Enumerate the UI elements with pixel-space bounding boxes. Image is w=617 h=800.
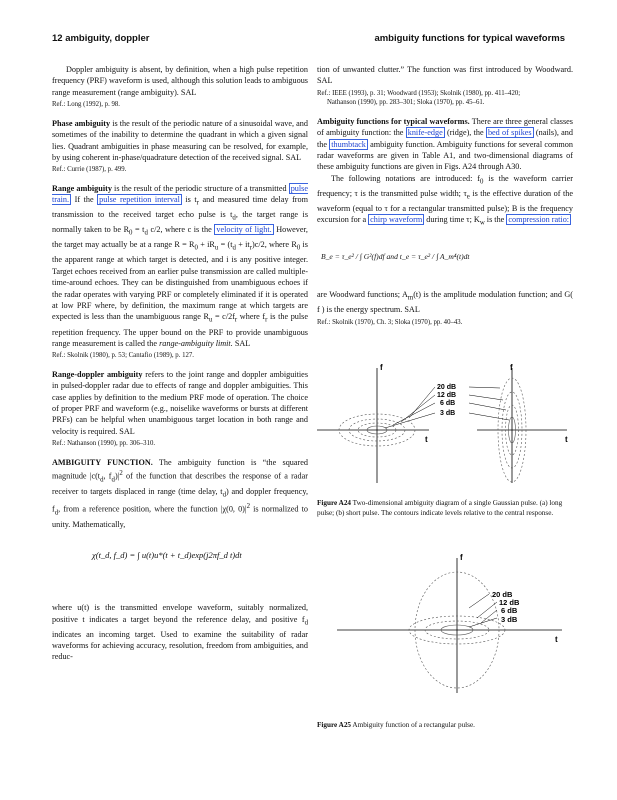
- left-column: [52, 64, 308, 663]
- level-label: 12 dB: [437, 392, 457, 399]
- equation-text: B_e = τ_e² / ∫ G²(f)df and t_e = τ_e² / ∫ A_m⁴(t)dt: [321, 252, 470, 262]
- paragraph-doppler-ambiguity: Doppler ambiguity is absent, by definition, when a high pulse repetition frequency (PRF) waveform is used, although this solution leads to ambiguous range measurement (range ambiguity). SAL: [52, 65, 308, 97]
- link-bed-of-spikes[interactable]: bed of spikes: [487, 128, 532, 138]
- reference: Ref.: Skolnik (1970), Ch. 3; Sloka (1970), pp. 40–43.: [317, 318, 463, 326]
- reference: Nathanson (1990), pp. 283–301; Sloka (1970), pp. 45–61.: [327, 99, 485, 107]
- term-ambiguity-functions-typical: Ambiguity functions for typical waveforms.: [317, 116, 470, 126]
- text: = c/2f: [212, 312, 235, 322]
- paragraph-woodward-functions: [317, 289, 573, 315]
- leader-line: [409, 387, 435, 418]
- text: (t) is the amplitude modulation function; and G( f ) is the energy spectrum. SAL: [317, 290, 573, 315]
- term-range-doppler-ambiguity: Range-doppler ambiguity: [52, 369, 143, 379]
- subscript: m: [407, 295, 414, 303]
- link-pulse-train[interactable]: pulse train.: [52, 183, 308, 205]
- leader-line: [385, 413, 435, 428]
- link-knife-edge[interactable]: knife-edge: [407, 128, 443, 138]
- text: is the waveform carrier frequency; τ is the transmitted pulse width; τ: [317, 173, 573, 198]
- running-header-right: ambiguity functions for typical waveforms: [374, 33, 565, 44]
- caption-label: Figure A25: [317, 721, 352, 729]
- text: )|: [114, 471, 120, 481]
- figure-a24-caption: [317, 499, 577, 518]
- text: If the: [71, 195, 98, 205]
- text: ) and doppler frequency, f: [52, 486, 308, 514]
- term-phase-ambiguity: Phase ambiguity: [52, 118, 111, 128]
- link-pulse-repetition-interval[interactable]: pulse repetition interval: [99, 195, 180, 205]
- equation-woodward: [317, 239, 573, 279]
- subscript: 0: [480, 178, 484, 186]
- text: during time τ; K: [424, 215, 480, 225]
- leader-line: [469, 594, 489, 608]
- figure-a24-diagram: [317, 358, 577, 488]
- text: where f: [237, 312, 266, 322]
- link-velocity-of-light[interactable]: velocity of light.: [216, 225, 272, 235]
- text: ambiguity function. Ambiguity functions for several common radar waveforms are given in Table A1, and two-dimensional diagrams of these ambiguity functions are given in Figs. A24 through A30.: [317, 139, 573, 172]
- reference: Ref.: Long (1992), p. 98.: [52, 101, 120, 109]
- level-label: 6 dB: [440, 400, 456, 407]
- text: The ambiguity function is “the squared magnitude |c(t: [52, 457, 308, 481]
- figure-a25: [317, 548, 577, 748]
- subscript: d: [232, 245, 236, 253]
- figure-a24: [317, 358, 577, 528]
- leader-line: [469, 387, 500, 388]
- subscript: r: [265, 317, 268, 325]
- text: of the function that describes the response of a radar receiver to targets displaced in range (time delay, t: [52, 471, 308, 496]
- equation-ambiguity-function: [52, 540, 308, 592]
- subscript: d: [304, 619, 308, 627]
- leader-line: [393, 403, 435, 425]
- text: c/2, where c is the: [147, 225, 215, 235]
- text: + iR: [197, 240, 215, 250]
- subscript: d: [144, 229, 148, 237]
- paragraph-range-ambiguity: [52, 183, 308, 349]
- term-range-ambiguity-limit: range-ambiguity limit.: [159, 338, 233, 348]
- paragraph-phase-ambiguity: [52, 118, 308, 164]
- subscript: u: [208, 317, 213, 325]
- paragraph-typical-waveforms: [317, 116, 573, 173]
- level-label: 12 dB: [499, 598, 520, 607]
- reference: Ref.: Nathanson (1990), pp. 306–310.: [52, 440, 156, 448]
- paragraph-range-doppler-ambiguity: [52, 369, 308, 437]
- text: , the target range is normally taken to be R: [52, 210, 309, 235]
- leader-line: [477, 602, 497, 618]
- level-label: 3 dB: [501, 615, 518, 624]
- text: is the effective duration of the waveform (equal to τ for a rectangular transmitted pulse); B is the frequency excursion for a: [317, 188, 573, 225]
- equation-text: χ(t_d, f_d) = ∫ u(t)u*(t + t_d)exp(j2πf_d t)dt: [92, 550, 242, 561]
- subscript: r: [234, 317, 238, 325]
- text: , from a reference position, where the function |χ(0, 0)|: [58, 504, 247, 514]
- text: is the: [484, 215, 507, 225]
- reference: Ref.: IEEE (1993), p. 31; Woodward (1953); Skolnik (1980), pp. 411–420;: [317, 89, 521, 97]
- axis-label-f: f: [460, 553, 463, 562]
- subscript: d: [100, 476, 104, 484]
- text: The following notations are introduced: f: [331, 173, 481, 183]
- term-ambiguity-function: AMBIGUITY FUNCTION.: [52, 457, 153, 467]
- caption-text: Two-dimensional ambiguity diagram of a single Gaussian pulse. (a) long pulse; (b) short pulse. The contours indicate levels relative to the central response.: [317, 499, 563, 517]
- text: There are three general classes of ambiguity function: the: [317, 116, 573, 138]
- level-label: 20 dB: [492, 590, 513, 599]
- subscript: r: [249, 245, 252, 253]
- subscript: d: [222, 491, 226, 499]
- paragraph-ambiguity-definition: [52, 602, 308, 663]
- subscript: d: [54, 509, 59, 517]
- figure-a25-caption: [317, 721, 577, 731]
- text: where u(t) is the transmitted envelope waveform, suitably normalized, positive t indicates a target beyond the reference delay, and positive f: [52, 603, 308, 624]
- subscript: u: [214, 245, 219, 253]
- reference: Ref.: Skolnik (1980), p. 53; Cantafio (1989), p. 127.: [52, 352, 194, 360]
- axis-label-t: t: [425, 435, 428, 444]
- superscript: 2: [119, 470, 123, 478]
- text: indicates an incoming target. Used to examine the suitability of radar waveforms for achieving accuracy, resolution, freedom from ambiguities, and reduc-: [52, 629, 308, 662]
- text: SAL: [232, 338, 251, 348]
- subscript: 0: [296, 245, 301, 253]
- term-range-ambiguity: Range ambiguity: [52, 183, 112, 193]
- caption-text: Ambiguity function of a rectangular pulse.: [351, 721, 475, 729]
- subscript: d: [232, 214, 236, 222]
- leader-line: [469, 395, 503, 400]
- level-label: 3 dB: [440, 410, 456, 417]
- subscript: e: [466, 193, 470, 201]
- text: is normalized to unity. Mathematically,: [52, 504, 308, 529]
- link-chirp-waveform[interactable]: chirp waveform: [370, 215, 423, 225]
- text: is t: [181, 195, 197, 205]
- right-column: [317, 64, 573, 335]
- reference: Ref.: Currie (1987), p. 499.: [52, 166, 127, 174]
- text: is the result of the periodic nature of a sinusoidal wave, and sometimes of the inability to determine the quadrant in which a given signal lies. Quadrant ambiguities in phase measuring can be resolved, for example, by using coherent in-phase/quadrature detection of the received signal. SAL: [52, 118, 308, 162]
- link-compression-ratio[interactable]: compression ratio:: [508, 215, 570, 225]
- text: + it: [235, 240, 250, 250]
- paragraph-continuation: tion of unwanted clutter.” The function was first introduced by Woodward. SAL: [317, 65, 573, 86]
- text: )c/2, where R: [251, 240, 297, 250]
- subscript: 0: [194, 245, 198, 253]
- text: (ridge), the: [444, 128, 486, 138]
- axis-label-f: f: [510, 363, 513, 372]
- paragraph-notations: [317, 173, 573, 230]
- leader-line: [469, 403, 506, 410]
- text: (nails), and the: [317, 128, 573, 149]
- text: is the pulse repetition frequency. The upper bound on the PRF to provide unambiguous range measurement is called the: [52, 312, 308, 348]
- subscript: 0: [129, 229, 133, 237]
- text: = t: [132, 225, 145, 235]
- text: = (t: [218, 240, 233, 250]
- superscript: 2: [246, 503, 250, 510]
- text: However, the target may actually be at a range R = R: [52, 225, 308, 250]
- subscript: r: [196, 199, 199, 207]
- level-label: 20 dB: [437, 384, 457, 391]
- level-label: 6 dB: [501, 606, 518, 615]
- leader-line: [481, 610, 497, 623]
- axis-label-t: t: [565, 435, 568, 444]
- caption-label: Figure A24: [317, 499, 352, 507]
- text: are Woodward functions; A: [317, 290, 408, 300]
- text: refers to the joint range and doppler ambiguities in pulsed-doppler radar due to effects of range and doppler ambiguities. This case applies by definition to the medium PRF mode of operation. The choice of proper PRF and waveform (e.g., noiselike waveforms or bursts at different PRFs) can be helpful when unambiguous target location in both range and velocity is required. SAL: [52, 369, 309, 436]
- text: and measured time delay from transmission to the received target echo pulse is t: [52, 195, 308, 220]
- text: , f: [103, 471, 112, 481]
- axis-label-f: f: [380, 363, 383, 372]
- axis-label-t: t: [555, 635, 558, 644]
- subscript: w: [479, 219, 485, 227]
- running-header-left: 12 ambiguity, doppler: [52, 33, 150, 44]
- link-thumbtack[interactable]: thumbtack: [331, 139, 366, 149]
- paragraph-ambiguity-function: [52, 457, 308, 530]
- subscript: d: [111, 476, 115, 484]
- figure-a25-diagram: [317, 548, 577, 708]
- text: is the apparent range at which target is detected, and i is any positive integer. Target echoes received from an earlier pulse transmission are called multiple-time-around echoes. They can be distinguished from unambiguous echoes if the radar operates with varying PRF or completely eliminated if it is operated at low PRF where, by definition, the maximum range at which targets are expected is less than the unambiguous range R: [52, 240, 308, 322]
- text: is the result of the periodic structure of a transmitted: [111, 183, 289, 193]
